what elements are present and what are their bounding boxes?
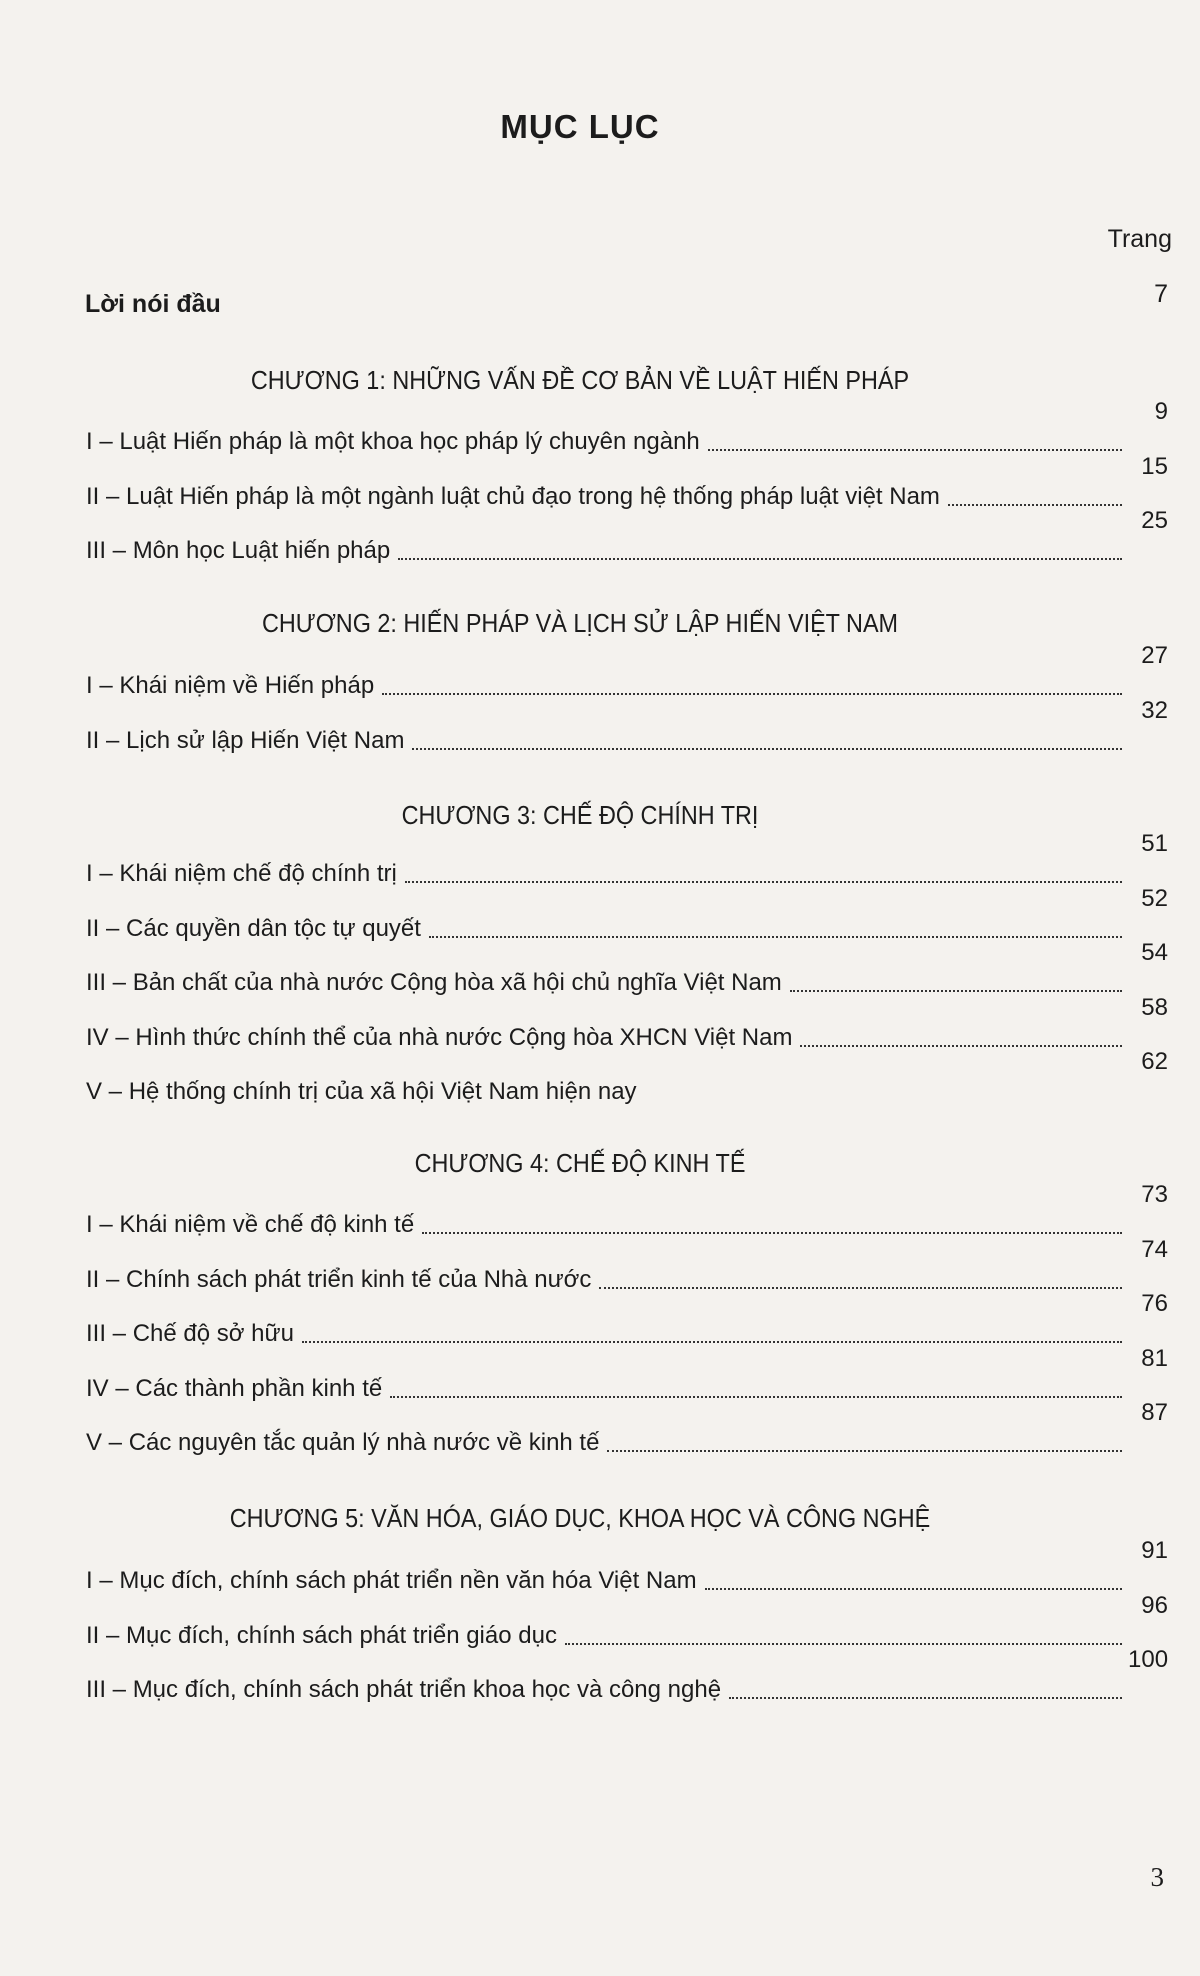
toc-intro-label: Lời nói đầu <box>85 290 221 318</box>
toc-entry-label: I – Khái niệm về chế độ kinh tế <box>86 1211 415 1238</box>
toc-entry[interactable] <box>86 939 1168 997</box>
leader-dots <box>422 1231 1122 1234</box>
leader-dots <box>398 557 1122 560</box>
toc-entry-page: 91 <box>1141 1537 1168 1564</box>
toc-entry-page: 9 <box>1154 398 1168 425</box>
leader-dots <box>599 1286 1122 1289</box>
toc-entry-label: III – Mục đích, chính sách phát triển khoa học và công nghệ <box>86 1676 722 1703</box>
toc-entry-label: IV – Các thành phần kinh tế <box>86 1375 383 1402</box>
toc-entry-page: 74 <box>1141 1236 1168 1263</box>
leader-dots <box>405 880 1122 883</box>
toc-entry[interactable] <box>86 1592 1168 1650</box>
toc-entry[interactable] <box>86 1181 1168 1239</box>
toc-entry-page: 25 <box>1141 507 1168 534</box>
chapter-5-title: CHƯƠNG 5: VĂN HÓA, GIÁO DỤC, KHOA HỌC VÀ CÔNG NGHỆ <box>229 1503 931 1533</box>
toc-entry[interactable] <box>86 1236 1168 1294</box>
toc-entry-label: III – Chế độ sở hữu <box>86 1320 294 1347</box>
toc-entry-label: IV – Hình thức chính thể của nhà nước Cộng hòa XHCN Việt Nam <box>86 1024 793 1051</box>
toc-entry[interactable] <box>86 885 1168 943</box>
chapter-2-title: CHƯƠNG 2: HIẾN PHÁP VÀ LỊCH SỬ LẬP HIẾN VIỆT NAM <box>261 608 899 638</box>
toc-entry-page: 58 <box>1141 994 1168 1021</box>
leader-dots <box>708 448 1122 451</box>
leader-dots <box>429 935 1122 938</box>
toc-entry[interactable] <box>86 1646 1169 1704</box>
toc-entry-label: I – Khái niệm chế độ chính trị <box>86 860 397 887</box>
toc-entry[interactable] <box>86 398 1168 456</box>
toc-entry-label: V – Các nguyên tắc quản lý nhà nước về kinh tế <box>86 1429 600 1456</box>
toc-entry-page: 87 <box>1141 1399 1168 1426</box>
leader-dots <box>565 1642 1122 1645</box>
toc-entry-label: II – Mục đích, chính sách phát triển giáo dục <box>86 1622 557 1649</box>
toc-entry[interactable] <box>86 697 1168 755</box>
toc-entry[interactable] <box>86 830 1168 888</box>
toc-entry-page: 73 <box>1141 1181 1168 1208</box>
toc-entry[interactable] <box>86 1048 1168 1106</box>
leader-dots <box>390 1395 1122 1398</box>
chapter-3-title: CHƯƠNG 3: CHẾ ĐỘ CHÍNH TRỊ <box>401 800 759 830</box>
chapter-4-title: CHƯƠNG 4: CHẾ ĐỘ KINH TẾ <box>414 1148 746 1178</box>
toc-entry-label: II – Lịch sử lập Hiến Việt Nam <box>86 727 405 754</box>
leader-dots <box>790 989 1122 992</box>
chapter-1-title: CHƯƠNG 1: NHỮNG VẤN ĐỀ CƠ BẢN VỀ LUẬT HIẾN PHÁP <box>250 365 910 395</box>
leader-dots <box>382 692 1122 695</box>
toc-entry-label: III – Môn học Luật hiến pháp <box>86 537 391 564</box>
toc-entry-page: 51 <box>1141 830 1168 857</box>
toc-entry-page: 15 <box>1141 453 1168 480</box>
page-column-header: Trang <box>1107 225 1172 253</box>
toc-entry-label: II – Các quyền dân tộc tự quyết <box>86 915 421 942</box>
toc-entry[interactable] <box>86 1399 1168 1457</box>
toc-entry[interactable] <box>86 507 1168 565</box>
toc-entry-page: 52 <box>1141 885 1168 912</box>
leader-dots <box>800 1044 1122 1047</box>
toc-intro-page: 7 <box>1154 280 1168 308</box>
leader-dots <box>607 1449 1122 1452</box>
toc-entry-page: 96 <box>1141 1592 1168 1619</box>
toc-entry-page: 81 <box>1141 1345 1168 1372</box>
leader-dots <box>729 1696 1122 1699</box>
leader-dots <box>705 1587 1122 1590</box>
toc-entry-page: 54 <box>1141 939 1168 966</box>
toc-entry-label: II – Chính sách phát triển kinh tế của Nhà nước <box>86 1266 592 1293</box>
toc-entry-page: 100 <box>1128 1646 1169 1673</box>
leader-dots <box>412 747 1122 750</box>
toc-entry-label: III – Bản chất của nhà nước Cộng hòa xã hội chủ nghĩa Việt Nam <box>86 969 782 996</box>
toc-entry[interactable] <box>86 1345 1168 1403</box>
toc-entry[interactable] <box>86 1290 1168 1348</box>
toc-intro[interactable] <box>85 280 1168 319</box>
toc-entry-label: I – Khái niệm về Hiến pháp <box>86 672 375 699</box>
toc-entry-label: I – Luật Hiến pháp là một khoa học pháp lý chuyên ngành <box>86 428 700 455</box>
toc-entry-label: V – Hệ thống chính trị của xã hội Việt Nam hiện nay <box>86 1078 637 1105</box>
toc-entry[interactable] <box>86 994 1168 1052</box>
page-number: 3 <box>1150 1862 1164 1892</box>
toc-entry[interactable] <box>86 642 1168 700</box>
toc-entry-page: 32 <box>1141 697 1168 724</box>
toc-entry-page: 27 <box>1141 642 1168 669</box>
page-title: MỤC LỤC <box>500 108 660 145</box>
toc-entry-page: 76 <box>1141 1290 1168 1317</box>
leader-dots <box>302 1340 1122 1343</box>
toc-entry[interactable] <box>86 1537 1168 1595</box>
toc-entry[interactable] <box>86 453 1168 511</box>
leader-dots <box>948 503 1122 506</box>
toc-entry-label: I – Mục đích, chính sách phát triển nền văn hóa Việt Nam <box>86 1567 697 1594</box>
toc-entry-page: 62 <box>1141 1048 1168 1075</box>
toc-entry-label: II – Luật Hiến pháp là một ngành luật chủ đạo trong hệ thống pháp luật việt Nam <box>86 483 940 510</box>
